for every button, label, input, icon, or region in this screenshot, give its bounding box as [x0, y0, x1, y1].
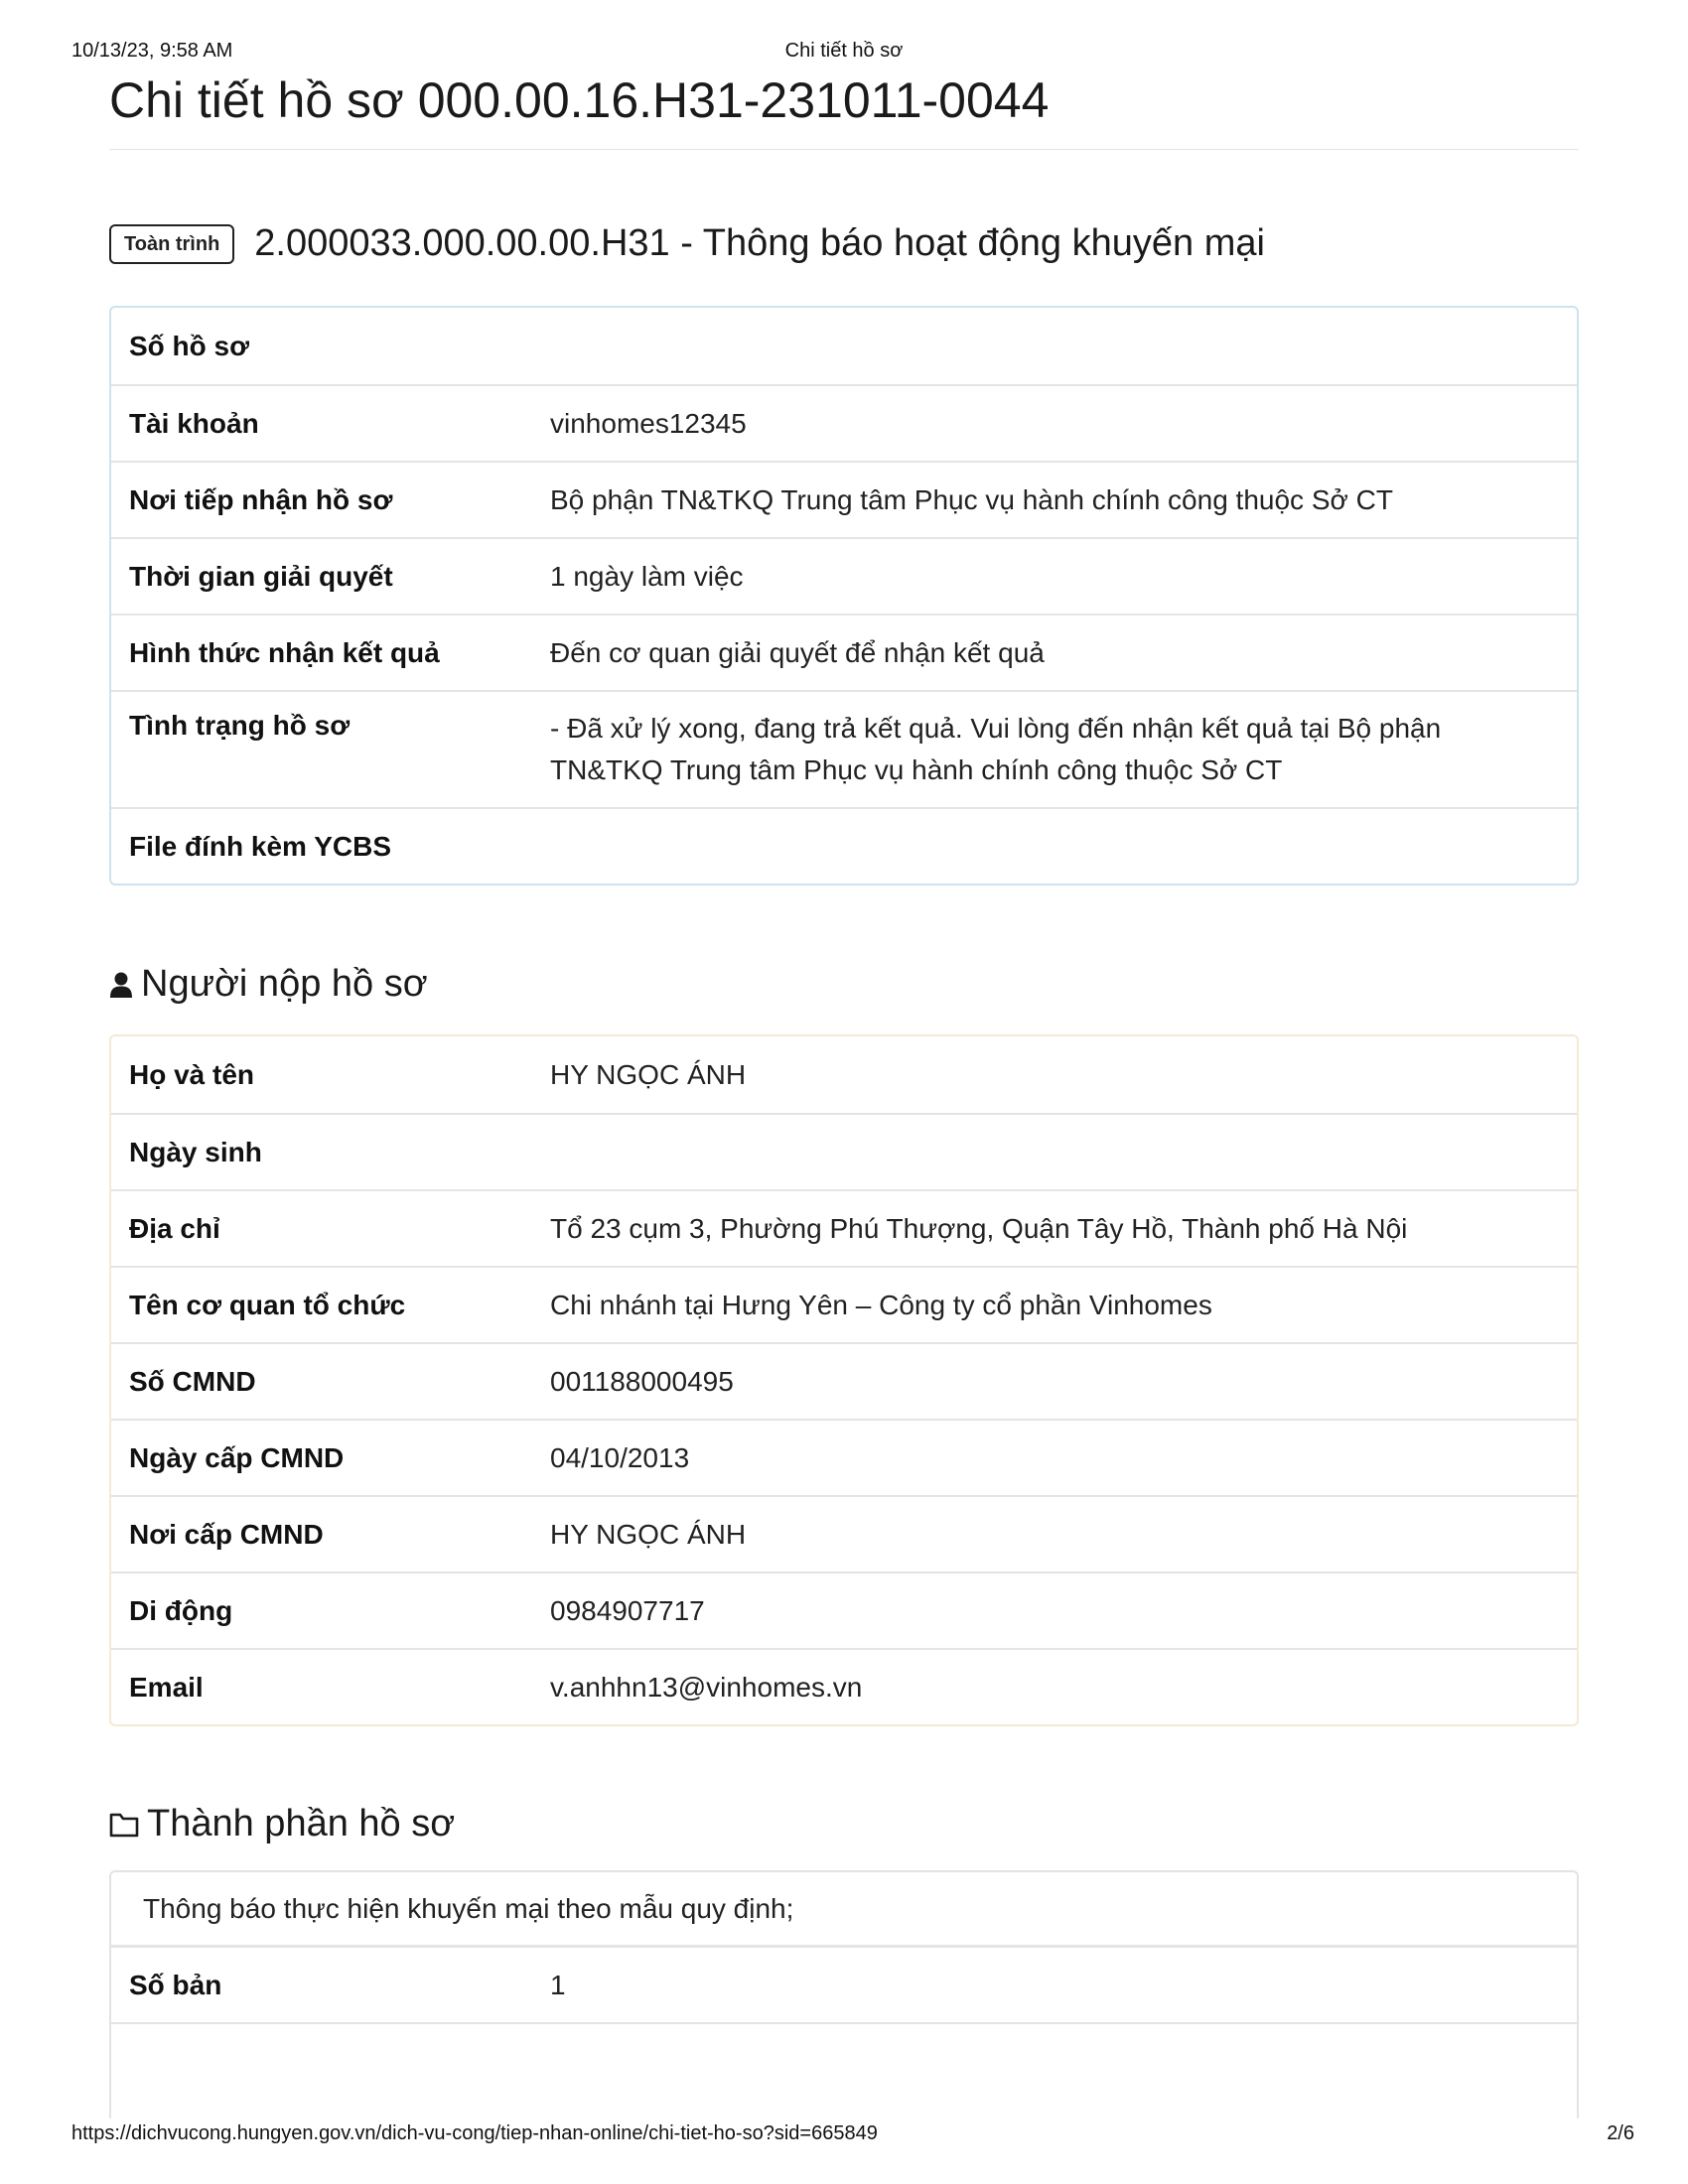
table-row: [111, 807, 1577, 884]
table-row: [111, 537, 1577, 614]
table-row: [111, 1266, 1577, 1342]
table-row: [111, 1113, 1577, 1189]
field-value: 1 ngày làm việc: [550, 560, 744, 592]
table-row: [111, 461, 1577, 537]
table-row: [111, 1571, 1577, 1648]
table-row: [111, 308, 1577, 384]
submitter-heading: [109, 963, 428, 1006]
field-label: Số CMND: [129, 1365, 256, 1397]
field-label: Họ và tên: [129, 1058, 255, 1090]
component-item-name: Thông báo thực hiện khuyến mại theo mẫu quy định;: [111, 1872, 1577, 1948]
user-icon: [109, 971, 133, 999]
field-value: Bộ phận TN&TKQ Trung tâm Phục vụ hành chính công thuộc Sở CT: [550, 483, 1393, 515]
copies-label: Số bản: [129, 1969, 222, 2000]
print-url: https://dichvucong.hungyen.gov.vn/dich-vu-cong/tiep-nhan-online/chi-tiet-ho-so?sid=665849: [71, 2122, 878, 2144]
field-value: Chi nhánh tại Hưng Yên – Công ty cổ phần Vinhomes: [550, 1289, 1212, 1320]
attachment-value: [550, 809, 1577, 884]
components-heading-text: Thành phần hồ sơ: [147, 1803, 456, 1844]
table-row: [111, 384, 1577, 461]
table-row: [111, 690, 1577, 807]
field-label: Tài khoản: [129, 407, 259, 439]
print-datetime: 10/13/23, 9:58 AM: [71, 40, 233, 62]
table-row: [111, 1189, 1577, 1266]
procedure-line: [109, 222, 1265, 265]
submitter-heading-text: Người nộp hồ sơ: [141, 963, 428, 1005]
field-label: Ngày sinh: [129, 1136, 262, 1167]
page-title: Chi tiết hồ sơ 000.00.16.H31-231011-0044: [109, 71, 1579, 150]
field-label: Email: [129, 1671, 204, 1703]
table-row: [111, 1495, 1577, 1571]
field-label: Tình trạng hồ sơ: [129, 710, 351, 741]
field-value: 001188000495: [550, 1365, 734, 1397]
field-label: Địa chỉ: [129, 1212, 220, 1244]
print-page-number: 2/6: [1607, 2122, 1634, 2144]
field-value: HY NGỌC ÁNH: [550, 1518, 747, 1550]
field-value: vinhomes12345: [550, 407, 747, 439]
table-row: [111, 1948, 1577, 2024]
field-label: Số hồ sơ: [129, 330, 250, 361]
field-label: Tên cơ quan tổ chức: [129, 1289, 406, 1320]
table-row: [111, 1648, 1577, 1724]
field-value: Tổ 23 cụm 3, Phường Phú Thượng, Quận Tây Hồ, Thành phố Hà Nội: [550, 1212, 1408, 1244]
field-label: File đính kèm YCBS: [129, 830, 391, 862]
table-row: [111, 1342, 1577, 1419]
procedure-title: 2.000033.000.00.00.H31 - Thông báo hoạt động khuyến mại: [254, 222, 1265, 264]
field-value: HY NGỌC ÁNH: [550, 1058, 747, 1090]
field-value: 04/10/2013: [550, 1441, 690, 1473]
field-label: Nơi tiếp nhận hồ sơ: [129, 483, 393, 515]
field-value: [550, 308, 1577, 384]
field-value: [550, 1115, 1577, 1189]
copies-value: 1: [550, 1969, 566, 2000]
submitter-panel: [109, 1034, 1579, 1726]
field-value: 0984907717: [550, 1594, 705, 1626]
table-row: [111, 1419, 1577, 1495]
field-label: Nơi cấp CMND: [129, 1518, 324, 1550]
field-label: Hình thức nhận kết quả: [129, 636, 440, 668]
status-value: - Đã xử lý xong, đang trả kết quả. Vui lòng đến nhận kết quả tại Bộ phận TN&TKQ Trung tâm Phục vụ hành chính công thuộc Sở CT: [550, 713, 1442, 785]
field-label: Di động: [129, 1594, 233, 1626]
table-row: [111, 1036, 1577, 1113]
record-info-panel: [109, 306, 1579, 886]
table-row: [111, 614, 1577, 690]
components-heading: [109, 1803, 455, 1845]
field-label: Thời gian giải quyết: [129, 560, 393, 592]
components-panel: [109, 1870, 1579, 2118]
field-label: Ngày cấp CMND: [129, 1441, 345, 1473]
field-value: v.anhhn13@vinhomes.vn: [550, 1671, 863, 1703]
procedure-badge: Toàn trình: [109, 224, 234, 264]
field-value: Đến cơ quan giải quyết để nhận kết quả: [550, 636, 1045, 668]
print-doc-title: Chi tiết hồ sơ: [784, 40, 904, 62]
folder-icon: [109, 1812, 139, 1838]
